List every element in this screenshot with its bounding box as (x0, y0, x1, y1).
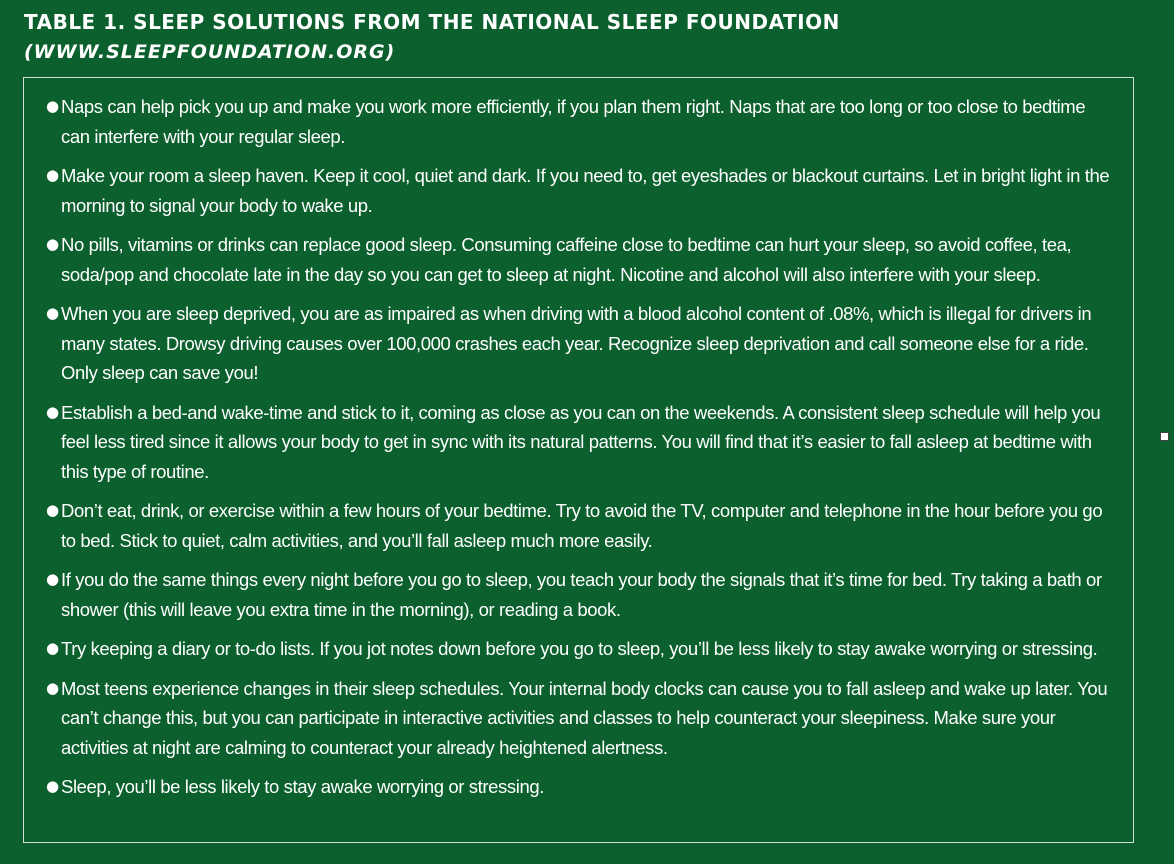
tip-item (46, 92, 1117, 151)
tip-item (46, 230, 1117, 289)
table-title: TABLE 1. SLEEP SOLUTIONS FROM THE NATIONAL SLEEP FOUNDATION (24, 10, 840, 34)
tip-item (46, 634, 1117, 664)
tip-text: Naps can help pick you up and make you work more efficiently, if you plan them right. Naps that are too long or too close to bedtime can interfere with your regular sleep. (61, 96, 1086, 147)
tip-item (46, 565, 1117, 624)
bullet-icon: ● (46, 777, 59, 795)
bullet-icon: ● (46, 501, 59, 519)
tip-item (46, 161, 1117, 220)
bullet-icon: ● (46, 639, 59, 657)
tip-text: Establish a bed-and wake-time and stick to it, coming as close as you can on the weekends. A consistent sleep schedule will help you feel less tired since it allows your body to get in sync with its natural patterns. You will find that it’s easier to fall asleep at bedtime with this type of routine. (61, 401, 1101, 482)
tip-text: Sleep, you’ll be less likely to stay awake worrying or stressing. (61, 776, 544, 797)
tip-item (46, 772, 1117, 802)
bullet-icon: ● (46, 235, 59, 253)
tip-text: Most teens experience changes in their sleep schedules. Your internal body clocks can cause you to fall asleep and wake up later. You can’t change this, but you can participate in interactive activities and classes to help counteract your sleepiness. Make sure your activities at night are calming to counteract your already heightened alertness. (61, 677, 1108, 758)
bullet-icon: ● (46, 570, 59, 588)
tip-text: Don’t eat, drink, or exercise within a few hours of your bedtime. Try to avoid the TV, computer and telephone in the hour before you go to bed. Stick to quiet, calm activities, and you’ll fall asleep much more easily. (61, 500, 1103, 551)
tips-list (24, 78, 1133, 802)
tip-item (46, 398, 1117, 487)
bullet-icon: ● (46, 97, 59, 115)
tip-text: Try keeping a diary or to-do lists. If you jot notes down before you go to sleep, you’ll be less likely to stay awake worrying or stressing. (61, 638, 1098, 659)
tip-text: No pills, vitamins or drinks can replace good sleep. Consuming caffeine close to bedtime can hurt your sleep, so avoid coffee, tea, soda/pop and chocolate late in the day so you can get to sleep at night. Nicotine and alcohol will also interfere with your sleep. (61, 234, 1072, 285)
tip-item (46, 299, 1117, 388)
resize-handle[interactable] (1160, 432, 1169, 441)
tip-item (46, 674, 1117, 763)
bullet-icon: ● (46, 678, 59, 697)
tip-text: When you are sleep deprived, you are as impaired as when driving with a blood alcohol content of .08%, which is illegal for drivers in many states. Drowsy driving causes over 100,000 crashes each year. Recognize sleep deprivation and call someone else for a ride. Only sleep can save you! (61, 303, 1092, 383)
tip-text: Make your room a sleep haven. Keep it cool, quiet and dark. If you need to, get eyeshades or blackout curtains. Let in bright light in the morning to signal your body to wake up. (61, 165, 1110, 216)
table-source-url: (WWW.SLEEPFOUNDATION.ORG) (24, 41, 396, 63)
tips-box (23, 77, 1134, 843)
tip-text: If you do the same things every night before you go to sleep, you teach your body the signals that it’s time for bed. Try taking a bath or shower (this will leave you extra time in the morning), or reading a book. (61, 569, 1102, 620)
bullet-icon: ● (46, 166, 59, 184)
tip-item (46, 496, 1117, 555)
bullet-icon: ● (46, 304, 59, 322)
bullet-icon: ● (46, 402, 59, 421)
